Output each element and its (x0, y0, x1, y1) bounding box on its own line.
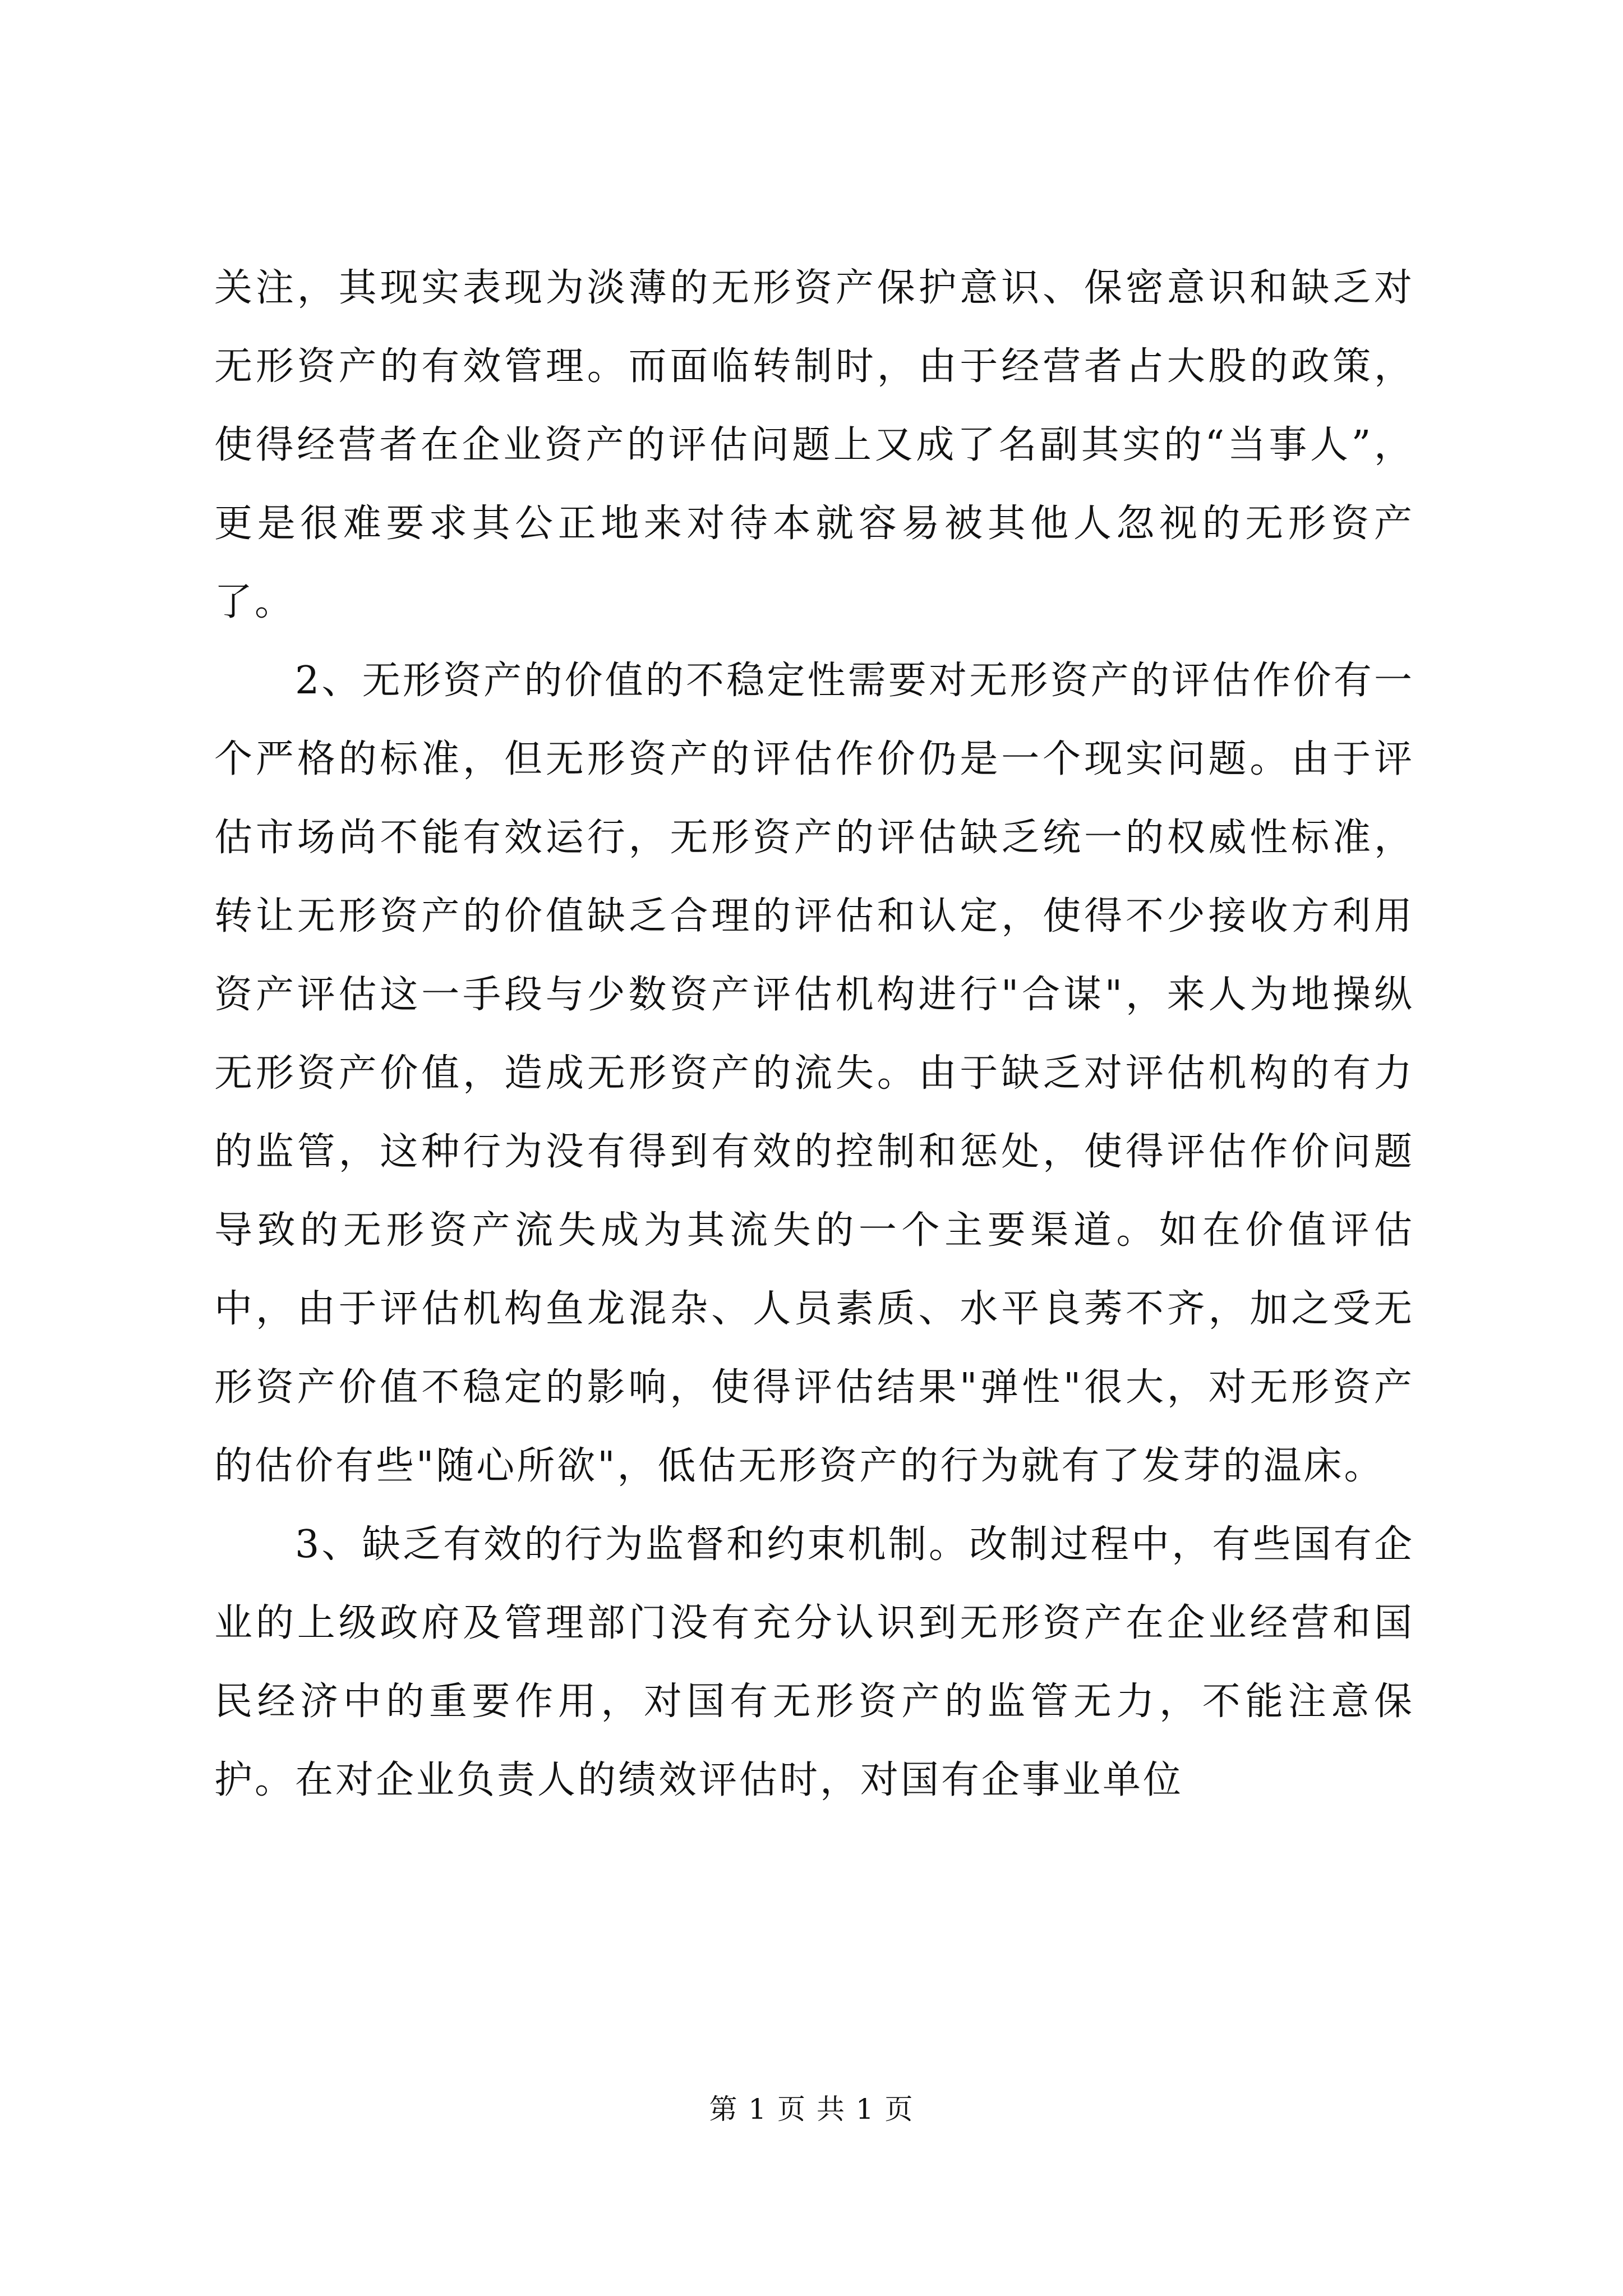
document-body (214, 249, 1414, 1820)
paragraph-point-2: 2、无形资产的价值的不稳定性需要对无形资产的评估作价有一个严格的标准，但无形资产的评估作价仍是一个现实问题。由于评估市场尚不能有效运行，无形资产的评估缺乏统一的权威性标准，转让无形资产的价值缺乏合理的评估和认定，使得不少接收方利用资产评估这一手段与少数资产评估机构进行"合谋"，来人为地操纵无形资产价值，造成无形资产的流失。由于缺乏对评估机构的有力的监管，这种行为没有得到有效的控制和惩处，使得评估作价问题导致的无形资产流失成为其流失的一个主要渠道。如在价值评估中，由于评估机构鱼龙混杂、人员素质、水平良莠不齐，加之受无形资产价值不稳定的影响，使得评估结果"弹性"很大，对无形资产的估价有些"随心所欲"，低估无形资产的行为就有了发芽的温床。 (214, 659, 1414, 1488)
paragraph-point-3: 3、缺乏有效的行为监督和约束机制。改制过程中，有些国有企业的上级政府及管理部门没有充分认识到无形资产在企业经营和国民经济中的重要作用，对国有无形资产的监管无力，不能注意保护。在对企业负责人的绩效评估时，对国有企事业单位 (214, 1522, 1414, 1802)
page-number-footer: 第 1 页 共 1 页 (709, 2093, 914, 2125)
paragraph-continuation: 关注，其现实表现为淡薄的无形资产保护意识、保密意识和缺乏对无形资产的有效管理。而面临转制时，由于经营者占大股的政策，使得经营者在企业资产的评估问题上又成了名副其实的“当事人”，更是很难要求其公正地来对待本就容易被其他人忽视的无形资产了。 (214, 266, 1414, 624)
